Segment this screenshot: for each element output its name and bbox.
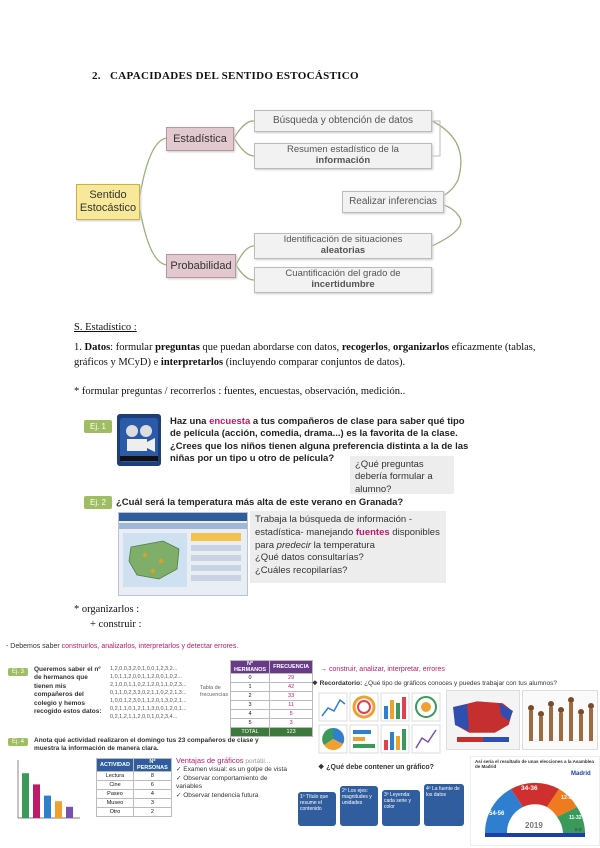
activity-table — [96, 758, 172, 817]
ej3-q-2: tienen mis — [34, 682, 67, 690]
ej4-q-0: Anota qué actividad realizaron el domingo tus 23 compañeros de clase y — [34, 737, 259, 744]
node-busqueda — [254, 110, 432, 132]
freq-cell: 0 — [231, 674, 270, 683]
step-3: 3º Leyenda: cada serie y color — [382, 790, 420, 826]
ventajas-title-extra: portátil... — [245, 758, 271, 765]
ex1-tag: Ej. 1 — [84, 420, 112, 433]
chart-types-grid — [318, 692, 442, 756]
weather-site-thumbnail — [118, 512, 248, 596]
ex2-c3-a: para — [255, 539, 277, 551]
ex2-tag: Ej. 2 — [84, 496, 112, 509]
ventajas-box — [176, 756, 287, 800]
freq-cell: 42 — [270, 683, 313, 692]
recordatorio — [312, 680, 557, 688]
act-cell: Cine — [97, 781, 134, 790]
ej3-question — [34, 666, 102, 717]
ej3-q-5: recogido estos datos: — [34, 708, 102, 716]
p1-recogerlos: recogerlos — [341, 342, 388, 353]
p1-b: : formular — [110, 342, 156, 353]
ventajas-1: ✓ Observar comportamiento de — [176, 774, 268, 782]
ex1-callout-2: debería formular a — [355, 471, 433, 483]
ej3-data-5: 0,2,1,1,0,1,2,1,1,3,0,0,1,2,0,1... — [110, 705, 187, 712]
ej3-q-3: compañeros del — [34, 691, 84, 699]
ej3-tag: Ej. 3 — [8, 668, 28, 676]
bullet-construir: + construir : — [90, 619, 142, 630]
p1-a: 1. — [74, 342, 85, 353]
ej3-data-4: 1,0,0,1,2,3,0,1,1,2,0,1,3,0,2,1... — [110, 697, 187, 704]
ej3-q-4: colegio y hemos — [34, 699, 85, 707]
step-4: 4º La fuente de los datos — [424, 784, 464, 826]
freq-total-value: 123 — [270, 728, 313, 737]
ex1-callout — [350, 456, 454, 494]
ex2-c2-b: disponibles — [389, 526, 440, 538]
ex2-c5: ¿Cuáles recopilarías? — [255, 565, 348, 577]
ex2-c3-i: predecir — [276, 539, 311, 551]
root-line-2: Estocástico — [79, 202, 137, 214]
act-cell: Otro — [97, 808, 134, 817]
ventajas-0: ✓ Examen visual: es un golpe de vista — [176, 766, 287, 774]
ex2-c2-a: estadística- manejando — [255, 526, 356, 538]
node-identificacion — [254, 233, 432, 259]
step-2: 2º Los ejes: magnitudes y unidades — [340, 786, 378, 826]
bullet-formular: * formular preguntas / recorrerlos : fuentes, encuestas, observación, medición.. — [74, 386, 406, 397]
recordatorio-a: ❖ Recordatorio: — [312, 680, 365, 687]
ej3-data-1: 1,0,1,1,2,0,0,1,1,2,0,0,1,0,2... — [110, 673, 182, 680]
node-resumen-line-1: Resumen estadístico de la — [287, 144, 399, 156]
p1-c: que puedan abordarse con datos, — [199, 342, 342, 353]
ej3-data-0: 1,2,0,0,3,2,0,1,0,0,1,2,3,2... — [110, 666, 178, 672]
ex2-question: ¿Cuál será la temperatura más alta de este verano en Granada? — [116, 497, 404, 508]
ex1-callout-1: ¿Qué preguntas — [355, 459, 424, 470]
ventajas-3: ✓ Observar tendencia futura — [176, 791, 259, 799]
right-title-a: → — [320, 666, 329, 673]
step-1: 1º Título que resume el contenido — [298, 792, 336, 826]
node-busqueda-label: Búsqueda y obtención de datos — [272, 115, 414, 127]
wheel-label-3: 11-32 — [569, 815, 582, 821]
ej3-q-1: de hermanos que — [34, 674, 88, 682]
activity-bar — [22, 773, 29, 818]
node-cuantificacion-line-2: incertidumbre — [311, 279, 375, 290]
us-map-chart — [446, 690, 520, 750]
wheel-label-1: 12-24 — [561, 795, 576, 801]
ex1-line4: niñas por un tipo u otro de película? — [170, 453, 335, 465]
movie-camera-icon — [117, 414, 161, 466]
figure-chart — [522, 690, 598, 750]
p1-preguntas: preguntas — [155, 342, 200, 353]
p1-e: eficazmente (tablas, gráficos y MCyD) e — [74, 342, 536, 369]
activity-bar — [66, 807, 73, 818]
mindmap-root — [76, 184, 140, 220]
ej3-q-0: Queremos saber el nº — [34, 666, 101, 673]
ej3-raw-data — [110, 666, 186, 722]
p1-datos: Datos — [84, 342, 111, 353]
freq-header-1: FRECUENCIA — [270, 661, 313, 674]
node-identificacion-line-1: Identificación de situaciones — [283, 234, 403, 246]
ventajas-2: variables — [176, 783, 203, 791]
act-cell: 2 — [133, 808, 171, 817]
act-cell: 3 — [133, 799, 171, 808]
freq-cell: 29 — [270, 674, 313, 683]
freq-table — [230, 660, 313, 737]
ex1-line1-b: a tus compañeros de clase para saber qué tipo — [250, 416, 465, 427]
ex1-line1-hl: encuesta — [209, 416, 251, 427]
act-cell: Museo — [97, 799, 134, 808]
node-cuantificacion-line-1: Cuantificación del grado de — [285, 268, 401, 280]
election-chart — [470, 756, 600, 846]
bullet-organizar: * organizarlos : — [74, 604, 140, 615]
node-probabilidad-label: Probabilidad — [170, 259, 232, 272]
activity-bar — [44, 796, 51, 818]
right-title-hl: construir, analizar, interpretar, errores — [328, 666, 445, 673]
freq-cell: 2 — [231, 692, 270, 701]
freq-cell: 5 — [270, 710, 313, 719]
freq-cell: 33 — [270, 692, 313, 701]
right-title — [320, 666, 445, 674]
freq-cell: 1 — [231, 683, 270, 692]
root-line-1: Sentido — [89, 189, 127, 202]
s-estadistico-heading: S. Estadístico : — [74, 322, 137, 333]
p1-f: (incluyendo comparar conjuntos de datos). — [223, 357, 406, 369]
ex2-callout — [250, 511, 446, 583]
graph-steps — [298, 780, 468, 828]
ex1-line1-a: Haz una — [170, 416, 210, 427]
node-estadistica-label: Estadística — [173, 132, 227, 145]
ej3-data-6: 0,2,1,2,1,1,2,0,0,1,0,2,3,4... — [110, 713, 178, 720]
recordatorio-b: ¿Qué tipo de gráficos conoces y puedes trabajar con tus alumnos? — [364, 680, 558, 687]
ex2-c3-b: la temperatura — [310, 539, 375, 551]
act-cell: Lectura — [97, 772, 134, 781]
node-resumen-line-2: información — [315, 155, 371, 166]
ej3-mid-label — [200, 685, 228, 698]
freq-header-0: Nº HERMANOS — [231, 661, 270, 674]
node-estadistica — [166, 127, 234, 151]
wheel-year: 2019 — [525, 821, 543, 830]
panel-intro-hl: construirlos, analizarlos, interpretarlos y detectar errores. — [61, 643, 239, 650]
act-header-0: ACTIVIDAD — [97, 759, 134, 772]
node-cuantificacion — [254, 267, 432, 293]
act-cell: 8 — [133, 772, 171, 781]
activity-bar-chart — [12, 756, 82, 826]
freq-cell: 3 — [231, 701, 270, 710]
freq-cell: 5 — [231, 719, 270, 728]
p1-organizarlos: organizarlos — [392, 342, 449, 353]
ventajas-title: Ventajas de gráficos — [176, 756, 244, 765]
p1-interpretarlos: interpretarlos — [160, 357, 224, 369]
section-title-text: CAPACIDADES DEL SENTIDO ESTOCÁSTICO — [110, 70, 359, 82]
ex2-c4: ¿Qué datos consultarías? — [255, 552, 364, 564]
panel-intro-a: - Debemos saber — [6, 643, 62, 650]
ej3-mid-1: frecuencias — [200, 691, 229, 698]
ex1-line3: ¿Crees que los niños tienen alguna preferencia distinta a la de las — [170, 440, 469, 452]
freq-total-label: TOTAL — [231, 728, 270, 737]
panel-intro — [6, 643, 238, 651]
act-cell: Paseo — [97, 790, 134, 799]
activity-bar — [33, 784, 40, 818]
wheel-logo: Madrid — [571, 771, 591, 777]
ej4-question — [34, 737, 259, 753]
wheel-label-0: 34-36 — [521, 785, 538, 792]
contener-title: ❖ ¿Qué debe contener un gráfico? — [318, 764, 434, 771]
node-probabilidad — [166, 254, 236, 278]
p1-d: , — [387, 342, 393, 353]
ej3-data-2: 2,1,0,0,1,1,0,2,1,2,0,1,1,0,2,3... — [110, 681, 187, 688]
act-cell: 4 — [133, 790, 171, 799]
ex1-callout-3: alumno? — [355, 483, 392, 495]
node-inferencias-label: Realizar inferencias — [349, 196, 437, 208]
ex1-line2: de película (acción, comedia, drama...) es la favorita de la clase. — [170, 428, 458, 440]
wheel-label-2: 54-56 — [489, 811, 505, 817]
ej4-q-1: muestra la información de manera clara. — [34, 744, 159, 752]
act-cell: 6 — [133, 781, 171, 790]
ex2-c2-hl: fuentes — [355, 526, 390, 538]
ej3-data-3: 0,1,1,0,2,3,3,0,2,1,1,0,2,2,1,3... — [110, 689, 187, 696]
node-resumen — [254, 143, 432, 169]
node-identificacion-line-2: aleatorias — [320, 245, 366, 256]
act-header-1: Nº PERSONAS — [133, 759, 171, 772]
section-number: 2. — [92, 70, 101, 82]
freq-cell: 11 — [270, 701, 313, 710]
freq-cell: 4 — [231, 710, 270, 719]
ex2-c1: Trabaja la búsqueda de información - — [255, 514, 413, 525]
freq-cell: 3 — [270, 719, 313, 728]
activity-bar — [55, 801, 62, 818]
ej3-mid-0: Tabla de — [200, 685, 221, 691]
wheel-label-4: 0-2 — [575, 827, 582, 832]
node-inferencias — [342, 191, 444, 213]
paragraph-datos — [74, 340, 536, 370]
ej4-tag: Ej. 4 — [8, 738, 28, 746]
election-title: Así sería el resultado de unas elecciones a la Asamblea de Madrid — [475, 759, 594, 770]
